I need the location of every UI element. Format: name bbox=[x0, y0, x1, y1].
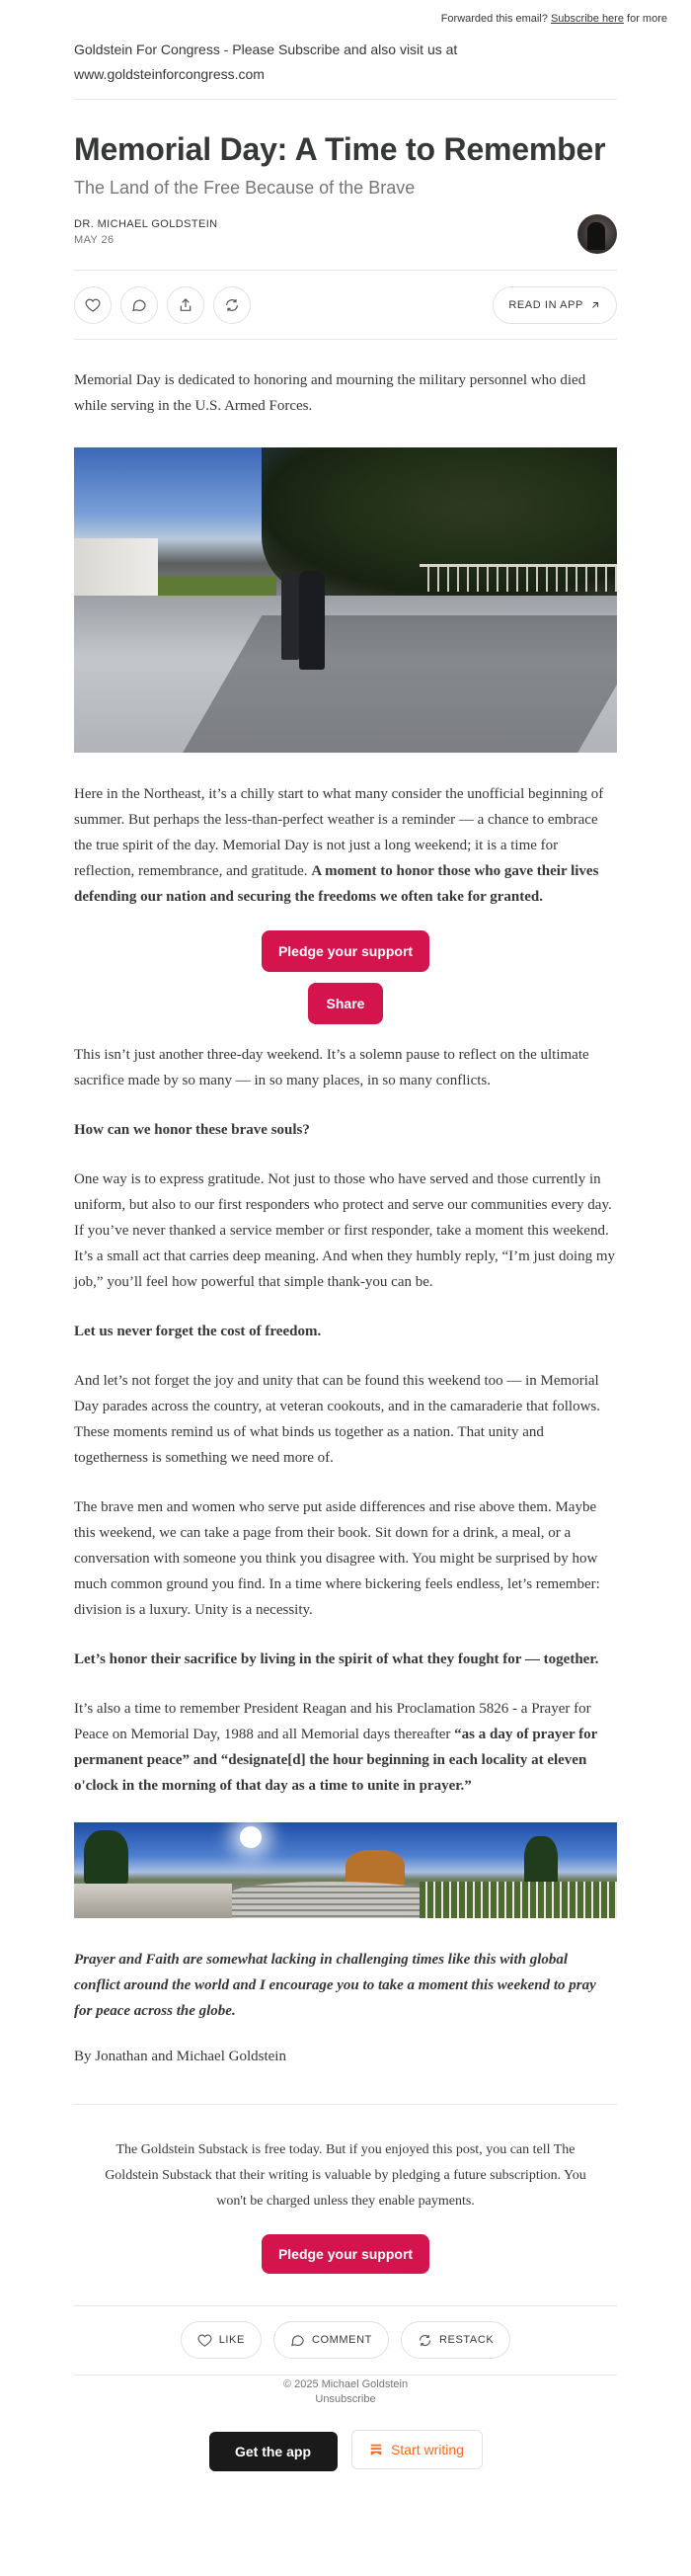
post-title[interactable]: Memorial Day: A Time to Remember bbox=[74, 131, 606, 167]
like-button[interactable] bbox=[74, 286, 112, 324]
engagement-bar bbox=[74, 2321, 617, 2361]
forwarded-suffix: for more bbox=[627, 13, 667, 25]
share-icon-button[interactable] bbox=[167, 286, 204, 324]
paragraph-brave: The brave men and women who serve put aside differences and rise above them. Maybe this weekend, we can take a page from their book. Sit down for a drink, a meal, or a conversation with someone you think you disagree with. You might be surprised by how much common ground you find. In a time where bickering feels endless, let’s remember: division is a luxury. Unity is a necessity. bbox=[74, 1499, 600, 1618]
pledge-support-button-bottom[interactable]: Pledge your support bbox=[262, 2234, 429, 2274]
heart-icon bbox=[197, 2333, 212, 2348]
heading-forget bbox=[74, 1319, 617, 1344]
like-pill-button[interactable] bbox=[181, 2321, 262, 2359]
paragraph-reagan-quote: “as a day of prayer for permanent peace” and “designate[d] the hour beginning in each locality at eleven o'clock in the morning of that day as a time to unite in prayer.” bbox=[74, 1727, 597, 1794]
post-date: MAY 26 bbox=[74, 234, 115, 246]
byline bbox=[74, 218, 617, 271]
email-content bbox=[74, 38, 617, 2471]
start-writing-label: Start writing bbox=[391, 2442, 464, 2457]
arrow-up-right-icon bbox=[589, 299, 601, 311]
post-subtitle: The Land of the Free Because of the Brave bbox=[74, 178, 416, 198]
divider bbox=[74, 2305, 617, 2306]
paragraph-intro: Memorial Day is dedicated to honoring and mourning the military personnel who died while serving in the U.S. Armed Forces. bbox=[74, 372, 586, 414]
signoff: By Jonathan and Michael Goldstein bbox=[74, 2049, 286, 2064]
comment-label: COMMENT bbox=[311, 2334, 372, 2346]
get-the-app-button[interactable]: Get the app bbox=[209, 2432, 338, 2471]
post-actions bbox=[74, 271, 617, 340]
paragraph-three-day: This isn’t just another three-day weekend. It’s a solemn pause to reflect on the ultimate sacrifice made by so many — in so many places, in so many conflicts. bbox=[74, 1047, 589, 1088]
share-icon bbox=[178, 297, 193, 313]
panorama-image-amphitheater bbox=[74, 1822, 617, 1918]
heading-honor bbox=[74, 1117, 617, 1143]
footer-actions bbox=[74, 2430, 617, 2471]
heading-honor-text: How can we honor these brave souls? bbox=[74, 1122, 310, 1138]
paragraph-unity: And let’s not forget the joy and unity that can be found this weekend too — in Memorial Day parades across the country, at veteran cookouts, and in the camaraderie that follows. These moments remind us of what binds us together as a nation. That unity and togetherness is something we need more of. bbox=[74, 1373, 600, 1466]
restack-label: RESTACK bbox=[438, 2334, 495, 2346]
pledge-cta-text: The Goldstein Substack is free today. But if you enjoyed this post, you can tell The Goldstein Substack that their writing is valuable by pledging a future subscription. You won't be charged unless they enable payments. bbox=[105, 2142, 586, 2209]
paragraph-northeast-bold: A moment to honor those who gave their lives defending our nation and securing the freedoms we often take for granted. bbox=[74, 863, 599, 905]
paragraph-northeast bbox=[74, 781, 617, 910]
avatar[interactable] bbox=[577, 214, 617, 254]
subscribe-link[interactable]: Subscribe here bbox=[550, 13, 624, 25]
heading-honor-sacrifice bbox=[74, 1647, 617, 1672]
author-name[interactable]: DR. MICHAEL GOLDSTEIN bbox=[74, 218, 218, 230]
read-in-app-button[interactable] bbox=[493, 286, 617, 324]
forwarded-prefix: Forwarded this email? bbox=[440, 13, 548, 25]
pledge-support-button[interactable]: Pledge your support bbox=[262, 930, 429, 972]
restack-icon bbox=[418, 2333, 432, 2348]
restack-pill-button[interactable] bbox=[401, 2321, 510, 2359]
heart-icon bbox=[85, 297, 101, 313]
comment-button[interactable] bbox=[120, 286, 158, 324]
read-in-app-label: READ IN APP bbox=[508, 299, 583, 311]
comment-pill-button[interactable] bbox=[273, 2321, 389, 2359]
paragraph-reagan bbox=[74, 1696, 617, 1799]
forwarded-notice bbox=[0, 0, 691, 38]
paragraph-reagan-text: It’s also a time to remember President Reagan and his Proclamation 5826 - a Prayer for Peace on Memorial Day, 1988 and all Memorial days thereafter bbox=[74, 1701, 591, 1742]
like-label: LIKE bbox=[218, 2334, 245, 2346]
restack-icon bbox=[224, 297, 240, 313]
substack-logo-icon bbox=[369, 2443, 383, 2456]
footer bbox=[74, 2377, 617, 2407]
share-button[interactable]: Share bbox=[308, 983, 383, 1024]
heading-forget-text: Let us never forget the cost of freedom. bbox=[74, 1324, 322, 1339]
paragraph-northeast-text: Here in the Northeast, it’s a chilly start to what many consider the unofficial beginning of summer. But perhaps the less-than-perfect weather is a reminder — a chance to embrace the true spirit of the day. Memorial Day is not just a long weekend; it is a time for reflection, remembrance, and gratitude. bbox=[74, 786, 604, 879]
hero-image-arlington-guard bbox=[74, 447, 617, 753]
comment-icon bbox=[290, 2333, 305, 2348]
paragraph-gratitude: One way is to express gratitude. Not just to those who have served and those currently in uniform, but also to our first responders who protect and serve our communities every day. If you’ve never thanked a service member or first responder, take a moment this weekend. It’s a small act that carries deep meaning. And when they humbly reply, “I’m just doing my job,” you’ll feel how powerful that simple thank-you can be. bbox=[74, 1171, 616, 1290]
start-writing-button[interactable] bbox=[351, 2430, 483, 2469]
unsubscribe-link[interactable]: Unsubscribe bbox=[315, 2393, 376, 2405]
comment-icon bbox=[131, 297, 147, 313]
copyright: © 2025 Michael Goldstein bbox=[282, 2378, 409, 2390]
publication-blurb: Goldstein For Congress - Please Subscribe and also visit us at www.goldsteinforcongress.com bbox=[74, 38, 617, 100]
restack-button[interactable] bbox=[213, 286, 251, 324]
divider bbox=[74, 2104, 617, 2105]
paragraph-prayer: Prayer and Faith are somewhat lacking in challenging times like this with global conflict around the world and I encourage you to take a moment this weekend to pray for peace across the globe. bbox=[74, 1952, 596, 2019]
heading-honor-sacrifice-text: Let’s honor their sacrifice by living in the spirit of what they fought for — together. bbox=[74, 1651, 599, 1667]
